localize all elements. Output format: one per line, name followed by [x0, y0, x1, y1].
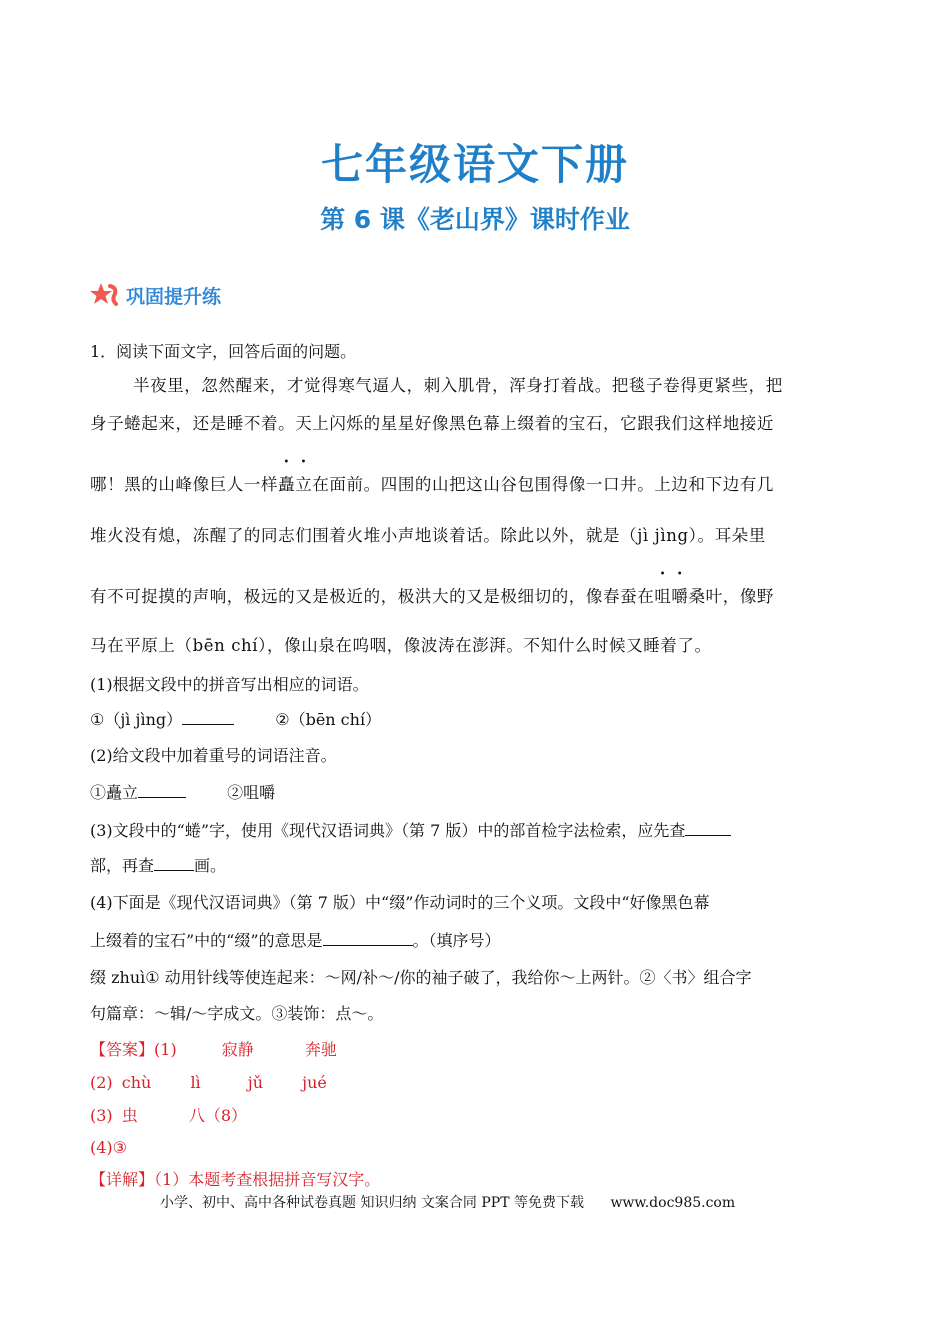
star-icon — [90, 282, 120, 308]
passage-line-4: 堆火没有熄，冻醒了的同志们围着火堆小声地谈着话。除此以外，就是（jì jìng）。耳朵里 — [90, 526, 766, 545]
page-subtitle: 第 6 课《老山界》课时作业 — [320, 205, 630, 234]
question-intro: 1．阅读下面文字，回答后面的问题。 — [90, 342, 357, 361]
question-4: (4)下面是《现代汉语词典》（第 7 版）中“缀”作动词时的三个义项。文段中“好像黑色幕 — [90, 893, 710, 912]
dictionary-entry-cont: 句篇章：～辑/～字成文。③装饰：点～。 — [90, 1004, 384, 1023]
answer-3: (3) 虫 八（8） — [90, 1106, 248, 1125]
dictionary-entry: 缀 zhuì① 动用针线等使连起来：～网/补～/你的袖子破了，我给你～上两针。②〈书〉组合字 — [90, 968, 752, 987]
passage-line-5: 有不可捉摸的声响，极远的又是极近的，极洪大的又是极细切的，像春蚕在咀嚼桑叶，像野 — [90, 587, 775, 606]
passage-line-2: 身子蜷起来，还是睡不着。天上闪烁的星星好像黑色幕上缀着的宝石，它跟我们这样地接近 — [90, 414, 774, 433]
question-1-items: ①（jì jìng） ②（bēn chí） — [90, 710, 382, 729]
section-header — [90, 280, 221, 310]
answer-blank[interactable] — [154, 855, 194, 871]
passage-line-6: 马在平原上（bēn chí），像山泉在呜咽，像波涛在澎湃。不知什么时候又睡着了。 — [90, 636, 712, 655]
question-4-cont: 上缀着的宝石”中的“缀”的意思是 。（填序号） — [90, 931, 501, 950]
emphasis-char: 嚼 — [671, 587, 689, 606]
answer-1: 【答案】(1) 寂静 奔驰 — [90, 1040, 337, 1059]
question-2: (2)给文段中加着重号的词语注音。 — [90, 746, 337, 765]
section-label: 巩固提升练 — [126, 285, 222, 308]
footer: 小学、初中、高中各种试卷真题 知识归纳 文案合同 PPT 等免费下载 www.doc985.com — [160, 1195, 736, 1211]
question-3-cont: 部，再查 画。 — [90, 856, 227, 875]
question-1: (1)根据文段中的拼音写出相应的词语。 — [90, 675, 369, 694]
answer-blank[interactable] — [182, 709, 234, 725]
passage-line-1: 半夜里，忽然醒来，才觉得寒气逼人，刺入肌骨，浑身打着战。把毯子卷得更紧些，把 — [133, 376, 783, 395]
emphasis-char: 立 — [295, 475, 313, 494]
detail: 【详解】（1）本题考查根据拼音写汉字。 — [90, 1170, 381, 1189]
answer-4: (4)③ — [90, 1138, 128, 1157]
passage-line-3: 哪！黑的山峰像巨人一样矗立在面前。四围的山把这山谷包围得像一口井。上边和下边有几 — [90, 475, 775, 494]
question-2-items: ①矗立 ②咀嚼 — [90, 783, 276, 802]
answer-blank[interactable] — [323, 930, 413, 946]
answer-blank[interactable] — [685, 820, 731, 836]
page-title: 七年级语文下册 — [320, 140, 629, 189]
answer-2: (2) chù lì jǔ jué — [90, 1073, 327, 1092]
emphasis-char: 咀 — [654, 587, 672, 606]
footer-link[interactable]: www.doc985.com — [610, 1195, 736, 1211]
emphasis-char: 矗 — [278, 475, 296, 494]
answer-blank[interactable] — [138, 782, 186, 798]
question-3: (3)文段中的“蜷”字，使用《现代汉语词典》（第 7 版）中的部首检字法检索，应先查 — [90, 820, 731, 841]
